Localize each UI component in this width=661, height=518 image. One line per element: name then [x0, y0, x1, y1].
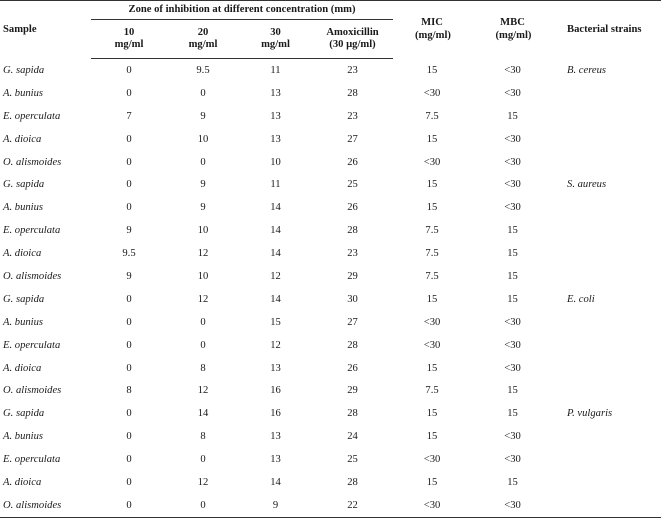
table-row — [0, 471, 661, 494]
header-10mg — [91, 20, 167, 59]
zone-20mg-cell: 14 — [197, 408, 209, 420]
zone-30mg-cell: 13 — [270, 133, 281, 145]
zone-10mg-cell: 7 — [126, 110, 132, 122]
table-row — [0, 173, 661, 196]
amoxicillin-cell: 25 — [347, 179, 358, 191]
zone-30mg-cell: 14 — [270, 202, 281, 214]
strain-cell — [554, 151, 661, 174]
sample-cell: O. alismoides — [3, 156, 62, 168]
strain-cell: B. cereus — [567, 64, 607, 76]
header-mbc — [471, 1, 554, 59]
amoxicillin-cell: 29 — [347, 270, 358, 282]
zone-20mg-cell: 10 — [197, 225, 209, 237]
strain-cell — [554, 196, 661, 219]
zone-20mg-cell: 12 — [197, 476, 209, 488]
sample-cell: G. sapida — [3, 179, 45, 191]
mbc-cell: <30 — [504, 454, 521, 466]
amoxicillin-cell: 27 — [347, 133, 358, 145]
strain-cell — [554, 379, 661, 402]
amoxicillin-cell: 26 — [347, 202, 358, 214]
strain-cell — [554, 105, 661, 128]
amoxicillin-cell: 28 — [347, 87, 358, 99]
zone-30mg-cell: 14 — [270, 293, 281, 305]
header-mic-label: MIC (mg/ml) — [415, 17, 451, 41]
sample-cell: E. operculata — [3, 110, 61, 122]
strain-cell — [554, 265, 661, 288]
strain-cell — [554, 448, 661, 471]
table-row — [0, 379, 661, 402]
table-row — [0, 219, 661, 242]
mic-cell: <30 — [423, 454, 441, 466]
amoxicillin-cell: 28 — [347, 408, 358, 420]
mbc-cell: 15 — [507, 270, 518, 282]
zone-10mg-cell: 0 — [126, 408, 132, 420]
amoxicillin-cell: 29 — [347, 385, 358, 397]
sample-cell: E. operculata — [3, 454, 61, 466]
mic-cell: 15 — [426, 293, 438, 305]
mic-cell: <30 — [423, 339, 441, 351]
mbc-cell: <30 — [504, 64, 521, 76]
mic-cell: <30 — [423, 316, 441, 328]
zone-30mg-cell: 10 — [270, 156, 281, 168]
zone-10mg-cell: 0 — [91, 494, 167, 517]
mic-cell: 15 — [426, 362, 438, 374]
amoxicillin-cell: 27 — [347, 316, 358, 328]
amoxicillin-cell: 28 — [347, 339, 358, 351]
mbc-cell: <30 — [504, 156, 521, 168]
mbc-cell: 15 — [507, 225, 518, 237]
zone-30mg-cell: 14 — [270, 248, 281, 260]
mic-cell: <30 — [393, 494, 471, 517]
sample-cell: A. dioica — [3, 133, 42, 145]
mbc-cell: 15 — [507, 110, 518, 122]
mbc-cell: <30 — [471, 494, 554, 517]
mic-cell: 15 — [426, 133, 438, 145]
table-row — [0, 402, 661, 425]
amoxicillin-cell: 23 — [347, 110, 358, 122]
zone-10mg-cell: 0 — [126, 87, 132, 99]
table-body — [0, 59, 661, 518]
mbc-cell: <30 — [504, 362, 521, 374]
zone-30mg-cell: 12 — [270, 339, 281, 351]
mbc-cell: 15 — [507, 293, 518, 305]
mbc-cell: <30 — [504, 179, 521, 191]
zone-10mg-cell: 0 — [126, 339, 132, 351]
sample-cell: G. sapida — [3, 293, 45, 305]
amoxicillin-cell: 26 — [347, 156, 358, 168]
sample-cell: A. bunius — [3, 431, 44, 443]
zone-30mg-cell: 9 — [239, 494, 312, 517]
zone-30mg-cell: 13 — [270, 110, 281, 122]
zone-20mg-cell: 10 — [197, 133, 209, 145]
amoxicillin-cell: 28 — [347, 225, 358, 237]
sample-cell: A. bunius — [3, 87, 44, 99]
header-20mg-label: 20 mg/ml — [188, 26, 218, 50]
table-row — [0, 105, 661, 128]
amoxicillin-cell: 26 — [347, 362, 358, 374]
zone-10mg-cell: 0 — [126, 64, 132, 76]
mic-cell: 7.5 — [425, 110, 439, 122]
mbc-cell: <30 — [504, 431, 521, 443]
mbc-cell: 15 — [507, 476, 518, 488]
zone-10mg-cell: 0 — [126, 133, 132, 145]
strain-cell — [554, 425, 661, 448]
header-mic — [393, 1, 471, 59]
mic-cell: <30 — [423, 156, 441, 168]
zone-20mg-cell: 9 — [200, 110, 206, 122]
mbc-cell: <30 — [504, 133, 521, 145]
zone-20mg-cell: 9.5 — [196, 64, 210, 76]
mic-cell: 15 — [426, 202, 438, 214]
mic-cell: <30 — [423, 87, 441, 99]
zone-20mg-cell: 0 — [200, 316, 206, 328]
amoxicillin-cell: 23 — [347, 64, 358, 76]
zone-20mg-cell: 9 — [200, 179, 206, 191]
sample-cell: A. dioica — [3, 248, 42, 260]
header-mbc-label: MBC (mg/ml) — [495, 17, 532, 41]
zone-20mg-cell: 12 — [197, 248, 209, 260]
mbc-cell: <30 — [504, 202, 521, 214]
sample-cell: O. alismoides — [0, 494, 91, 517]
mbc-cell: 15 — [507, 408, 518, 420]
zone-30mg-cell: 13 — [270, 431, 281, 443]
sample-cell: A. bunius — [3, 202, 44, 214]
table-row — [0, 311, 661, 334]
zone-10mg-cell: 0 — [126, 362, 132, 374]
mbc-cell: <30 — [504, 316, 521, 328]
header-10mg-label: 10 mg/ml — [114, 26, 144, 50]
mic-cell: 15 — [426, 476, 438, 488]
mic-cell: 7.5 — [425, 270, 439, 282]
sample-cell: O. alismoides — [3, 270, 62, 282]
mic-cell: 15 — [426, 408, 438, 420]
zone-10mg-cell: 0 — [126, 431, 132, 443]
sample-cell: G. sapida — [3, 64, 45, 76]
table-row — [0, 59, 661, 82]
header-strain: Bacterial strains — [554, 1, 661, 59]
mic-cell: 7.5 — [425, 248, 439, 260]
header-amoxicillin-label: Amoxicillin (30 µg/ml) — [326, 26, 379, 50]
mic-cell: 15 — [426, 431, 438, 443]
sample-cell: O. alismoides — [3, 385, 62, 397]
strain-cell — [554, 471, 661, 494]
header-amoxicillin — [312, 20, 393, 59]
zone-30mg-cell: 14 — [270, 476, 281, 488]
zone-30mg-cell: 14 — [270, 225, 281, 237]
table-row — [0, 265, 661, 288]
sample-cell: E. operculata — [3, 225, 61, 237]
mic-cell: 15 — [426, 64, 438, 76]
zone-10mg-cell: 0 — [126, 156, 132, 168]
zone-30mg-cell: 16 — [270, 408, 281, 420]
zone-10mg-cell: 0 — [126, 476, 132, 488]
table-row — [0, 151, 661, 174]
header-zone-group: Zone of inhibition at different concentration (mm) — [91, 1, 393, 20]
table-row — [0, 448, 661, 471]
mic-cell: 7.5 — [425, 225, 439, 237]
zone-20mg-cell: 10 — [197, 270, 209, 282]
mbc-cell: <30 — [504, 87, 521, 99]
zone-20mg-cell: 0 — [200, 339, 206, 351]
amoxicillin-cell: 25 — [347, 454, 358, 466]
strain-cell — [554, 128, 661, 151]
zone-20mg-cell: 8 — [200, 362, 206, 374]
zone-10mg-cell: 0 — [126, 293, 132, 305]
mbc-cell: 15 — [507, 385, 518, 397]
header-sample: Sample — [0, 1, 91, 59]
zone-30mg-cell: 11 — [270, 179, 281, 191]
zone-30mg-cell: 16 — [270, 385, 281, 397]
strain-cell — [554, 242, 661, 265]
zone-10mg-cell: 0 — [126, 202, 132, 214]
strain-cell — [554, 357, 661, 380]
zone-30mg-cell: 11 — [270, 64, 281, 76]
sample-cell: A. bunius — [3, 316, 44, 328]
mic-cell: 15 — [426, 179, 438, 191]
amoxicillin-cell: 28 — [347, 476, 358, 488]
zone-10mg-cell: 0 — [126, 454, 132, 466]
sample-cell: G. sapida — [3, 408, 45, 420]
mbc-cell: 15 — [507, 248, 518, 260]
zone-20mg-cell: 12 — [197, 385, 209, 397]
sample-cell: A. dioica — [3, 476, 42, 488]
table-row — [0, 425, 661, 448]
strain-cell — [554, 494, 661, 517]
table-row — [0, 242, 661, 265]
zone-10mg-cell: 9 — [126, 270, 132, 282]
zone-10mg-cell: 8 — [126, 385, 132, 397]
strain-cell — [554, 311, 661, 334]
header-30mg-label: 30 mg/ml — [261, 26, 290, 50]
zone-20mg-cell: 0 — [167, 494, 239, 517]
mbc-cell: <30 — [504, 339, 521, 351]
zone-30mg-cell: 13 — [270, 454, 281, 466]
sample-cell: E. operculata — [3, 339, 61, 351]
zone-10mg-cell: 0 — [126, 316, 132, 328]
zone-30mg-cell: 15 — [270, 316, 281, 328]
table-row — [0, 357, 661, 380]
table-row — [0, 82, 661, 105]
zone-30mg-cell: 13 — [270, 362, 281, 374]
strain-cell: E. coli — [567, 293, 595, 305]
table-row — [0, 288, 661, 311]
zone-30mg-cell: 12 — [270, 270, 281, 282]
table-row — [0, 196, 661, 219]
zone-20mg-cell: 0 — [200, 454, 206, 466]
zone-10mg-cell: 9 — [126, 225, 132, 237]
strain-cell — [554, 82, 661, 105]
mic-cell: 7.5 — [425, 385, 439, 397]
zone-20mg-cell: 0 — [200, 156, 206, 168]
amoxicillin-cell: 24 — [347, 431, 358, 443]
strain-cell — [554, 219, 661, 242]
table-row — [0, 334, 661, 357]
zone-10mg-cell: 9.5 — [122, 248, 136, 260]
zone-20mg-cell: 12 — [197, 293, 209, 305]
zone-20mg-cell: 9 — [200, 202, 206, 214]
amoxicillin-cell: 23 — [347, 248, 358, 260]
table-header — [0, 1, 661, 59]
zone-20mg-cell: 0 — [200, 87, 206, 99]
strain-cell: S. aureus — [567, 179, 607, 191]
zone-30mg-cell: 13 — [270, 87, 281, 99]
sample-cell: A. dioica — [3, 362, 42, 374]
zone-20mg-cell: 8 — [200, 431, 206, 443]
header-20mg — [167, 20, 239, 59]
strain-cell — [554, 334, 661, 357]
amoxicillin-cell: 30 — [347, 293, 358, 305]
amoxicillin-cell: 22 — [312, 494, 393, 517]
table-row — [0, 494, 661, 517]
table-row — [0, 128, 661, 151]
header-30mg — [239, 20, 312, 59]
zone-10mg-cell: 0 — [126, 179, 132, 191]
strain-cell: P. vulgaris — [567, 408, 613, 420]
